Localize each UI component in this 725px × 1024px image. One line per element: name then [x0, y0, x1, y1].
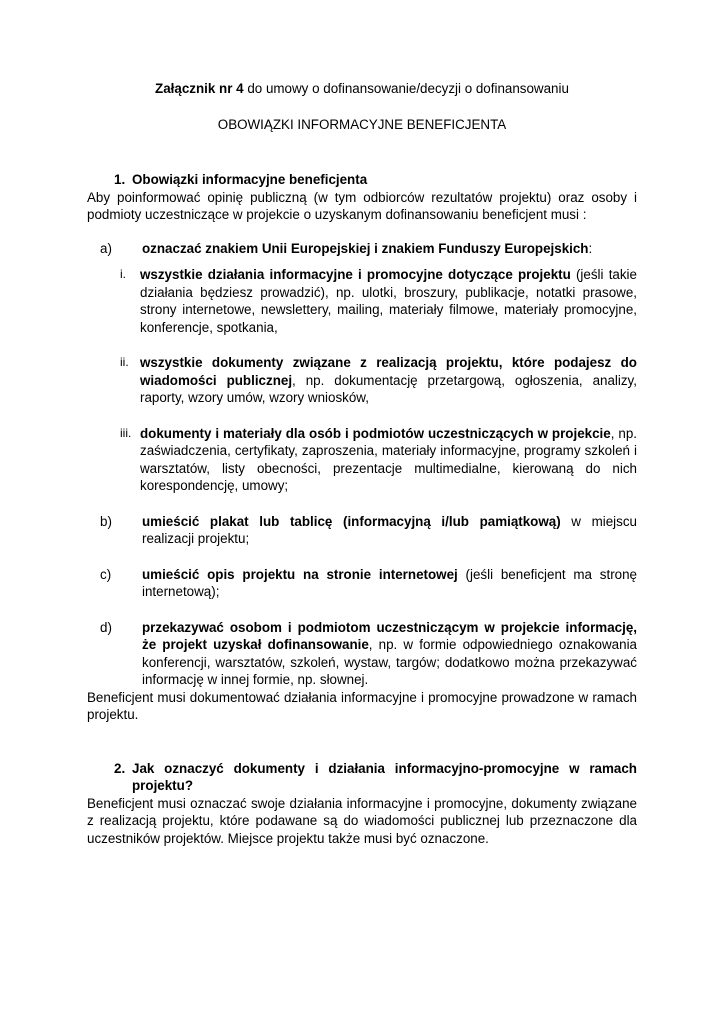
annex-label: Załącznik nr 4	[155, 81, 244, 96]
annex-line	[87, 80, 637, 98]
section-2-title: Jak oznaczyć dokumenty i działania informacyjno-promocyjne w ramach projektu?	[132, 760, 637, 793]
list-item-text	[142, 566, 637, 601]
section-1-intro: Aby poinformować opinię publiczną (w tym odbiorców rezultatów projektu) oraz osoby i podmioty uczestniczące w projekcie o uzyskanym dofinansowaniu beneficjent musi :	[87, 189, 637, 222]
roman-label: iii.	[120, 425, 132, 440]
list-item-rest-text: w miejscu realizacji projektu;	[142, 513, 637, 546]
list-item-bold-text: przekazywać osobom i podmiotom uczestniczącym w projekcie informację, że projekt uzyskał dofinansowanie	[142, 619, 637, 652]
list-item-text	[142, 513, 637, 548]
list-item-text	[142, 619, 637, 689]
annex-description: do umowy o dofinansowanie/decyzji o dofinansowaniu	[243, 81, 569, 96]
obligations-list	[87, 240, 637, 689]
list-item-label: c)	[100, 566, 112, 582]
roman-label: i.	[120, 267, 126, 281]
section-2-number: 2.	[114, 760, 126, 776]
section-2-body: Beneficjent musi oznaczać swoje działania informacyjne i promocyjne, dokumenty związane z realizacją projektu, które podawane są do wiadomości publicznej lub przeznaczone dla uczestników projektów. Miejsce projektu także musi być oznaczone.	[87, 795, 637, 846]
section-1-closing: Beneficjent musi dokumentować działania informacyjne i promocyjne prowadzone w ramach projektu.	[87, 689, 637, 722]
list-item-text	[142, 240, 637, 258]
list-item-bold-text: oznaczać znakiem Unii Europejskiej i znakiem Funduszy Europejskich	[142, 240, 589, 256]
roman-rest-text: , np. zaświadczenia, certyfikaty, zaproszenia, materiały informacyjne, programy szkoleń i warsztatów, listy obecności, prezentacje multimedialne, kierowaną do nich korespondencję, umowy;	[140, 425, 637, 493]
document-title: OBOWIĄZKI INFORMACYJNE BENEFICJENTA	[217, 116, 507, 132]
section-1-title: Obowiązki informacyjne beneficjenta	[132, 172, 368, 187]
list-item-label: a)	[100, 240, 112, 256]
roman-bold-text: wszystkie działania informacyjne i promocyjne dotyczące projektu	[140, 267, 571, 282]
list-item-d	[87, 619, 637, 689]
list-item-rest-text: (jeśli beneficjent ma stronę internetową);	[142, 566, 638, 599]
roman-text	[140, 425, 637, 495]
roman-item-i	[87, 266, 637, 336]
roman-rest-text: (jeśli takie działania będziesz prowadzić), np. ulotki, broszury, publikacje, notatki prasowe, strony internetowe, newslettery, mailing, materiały filmowe, materiały promocyjne, konferencje, spotkania,	[140, 267, 637, 335]
roman-rest-text: , np. dokumentację przetargową, ogłoszenia, analizy, raporty, wzory umów, wzory wniosków,	[140, 372, 637, 405]
section-2-heading	[87, 760, 637, 795]
section-1-heading	[87, 171, 637, 189]
section-1-number: 1.	[114, 172, 126, 187]
list-item-rest-text: , np. w formie odpowiedniego oznakowania konferencji, warsztatów, szkoleń, wystaw, targów; dodatkowo można przekazywać informację w innej formie, np. słownej.	[142, 637, 637, 687]
roman-text	[140, 266, 637, 336]
roman-bold-text: wszystkie dokumenty związane z realizacją projektu, które podajesz do wiadomości publicznej	[140, 355, 637, 388]
list-item-c	[87, 566, 637, 601]
list-item-a	[87, 240, 637, 258]
roman-item-ii	[87, 354, 637, 407]
roman-label: ii.	[120, 355, 129, 369]
roman-text	[140, 354, 637, 407]
roman-bold-text: dokumenty i materiały dla osób i podmiotów uczestniczących w projekcie	[140, 425, 611, 441]
list-item-label: b)	[100, 513, 112, 529]
roman-item-iii	[87, 425, 637, 495]
list-item-rest-text: :	[588, 240, 593, 256]
list-item-bold-text: umieścić plakat lub tablicę (informacyjną i/lub pamiątkową)	[142, 513, 561, 529]
list-item-bold-text: umieścić opis projektu na stronie internetowej	[142, 566, 458, 582]
list-item-label: d)	[100, 619, 112, 635]
list-item-b	[87, 513, 637, 548]
